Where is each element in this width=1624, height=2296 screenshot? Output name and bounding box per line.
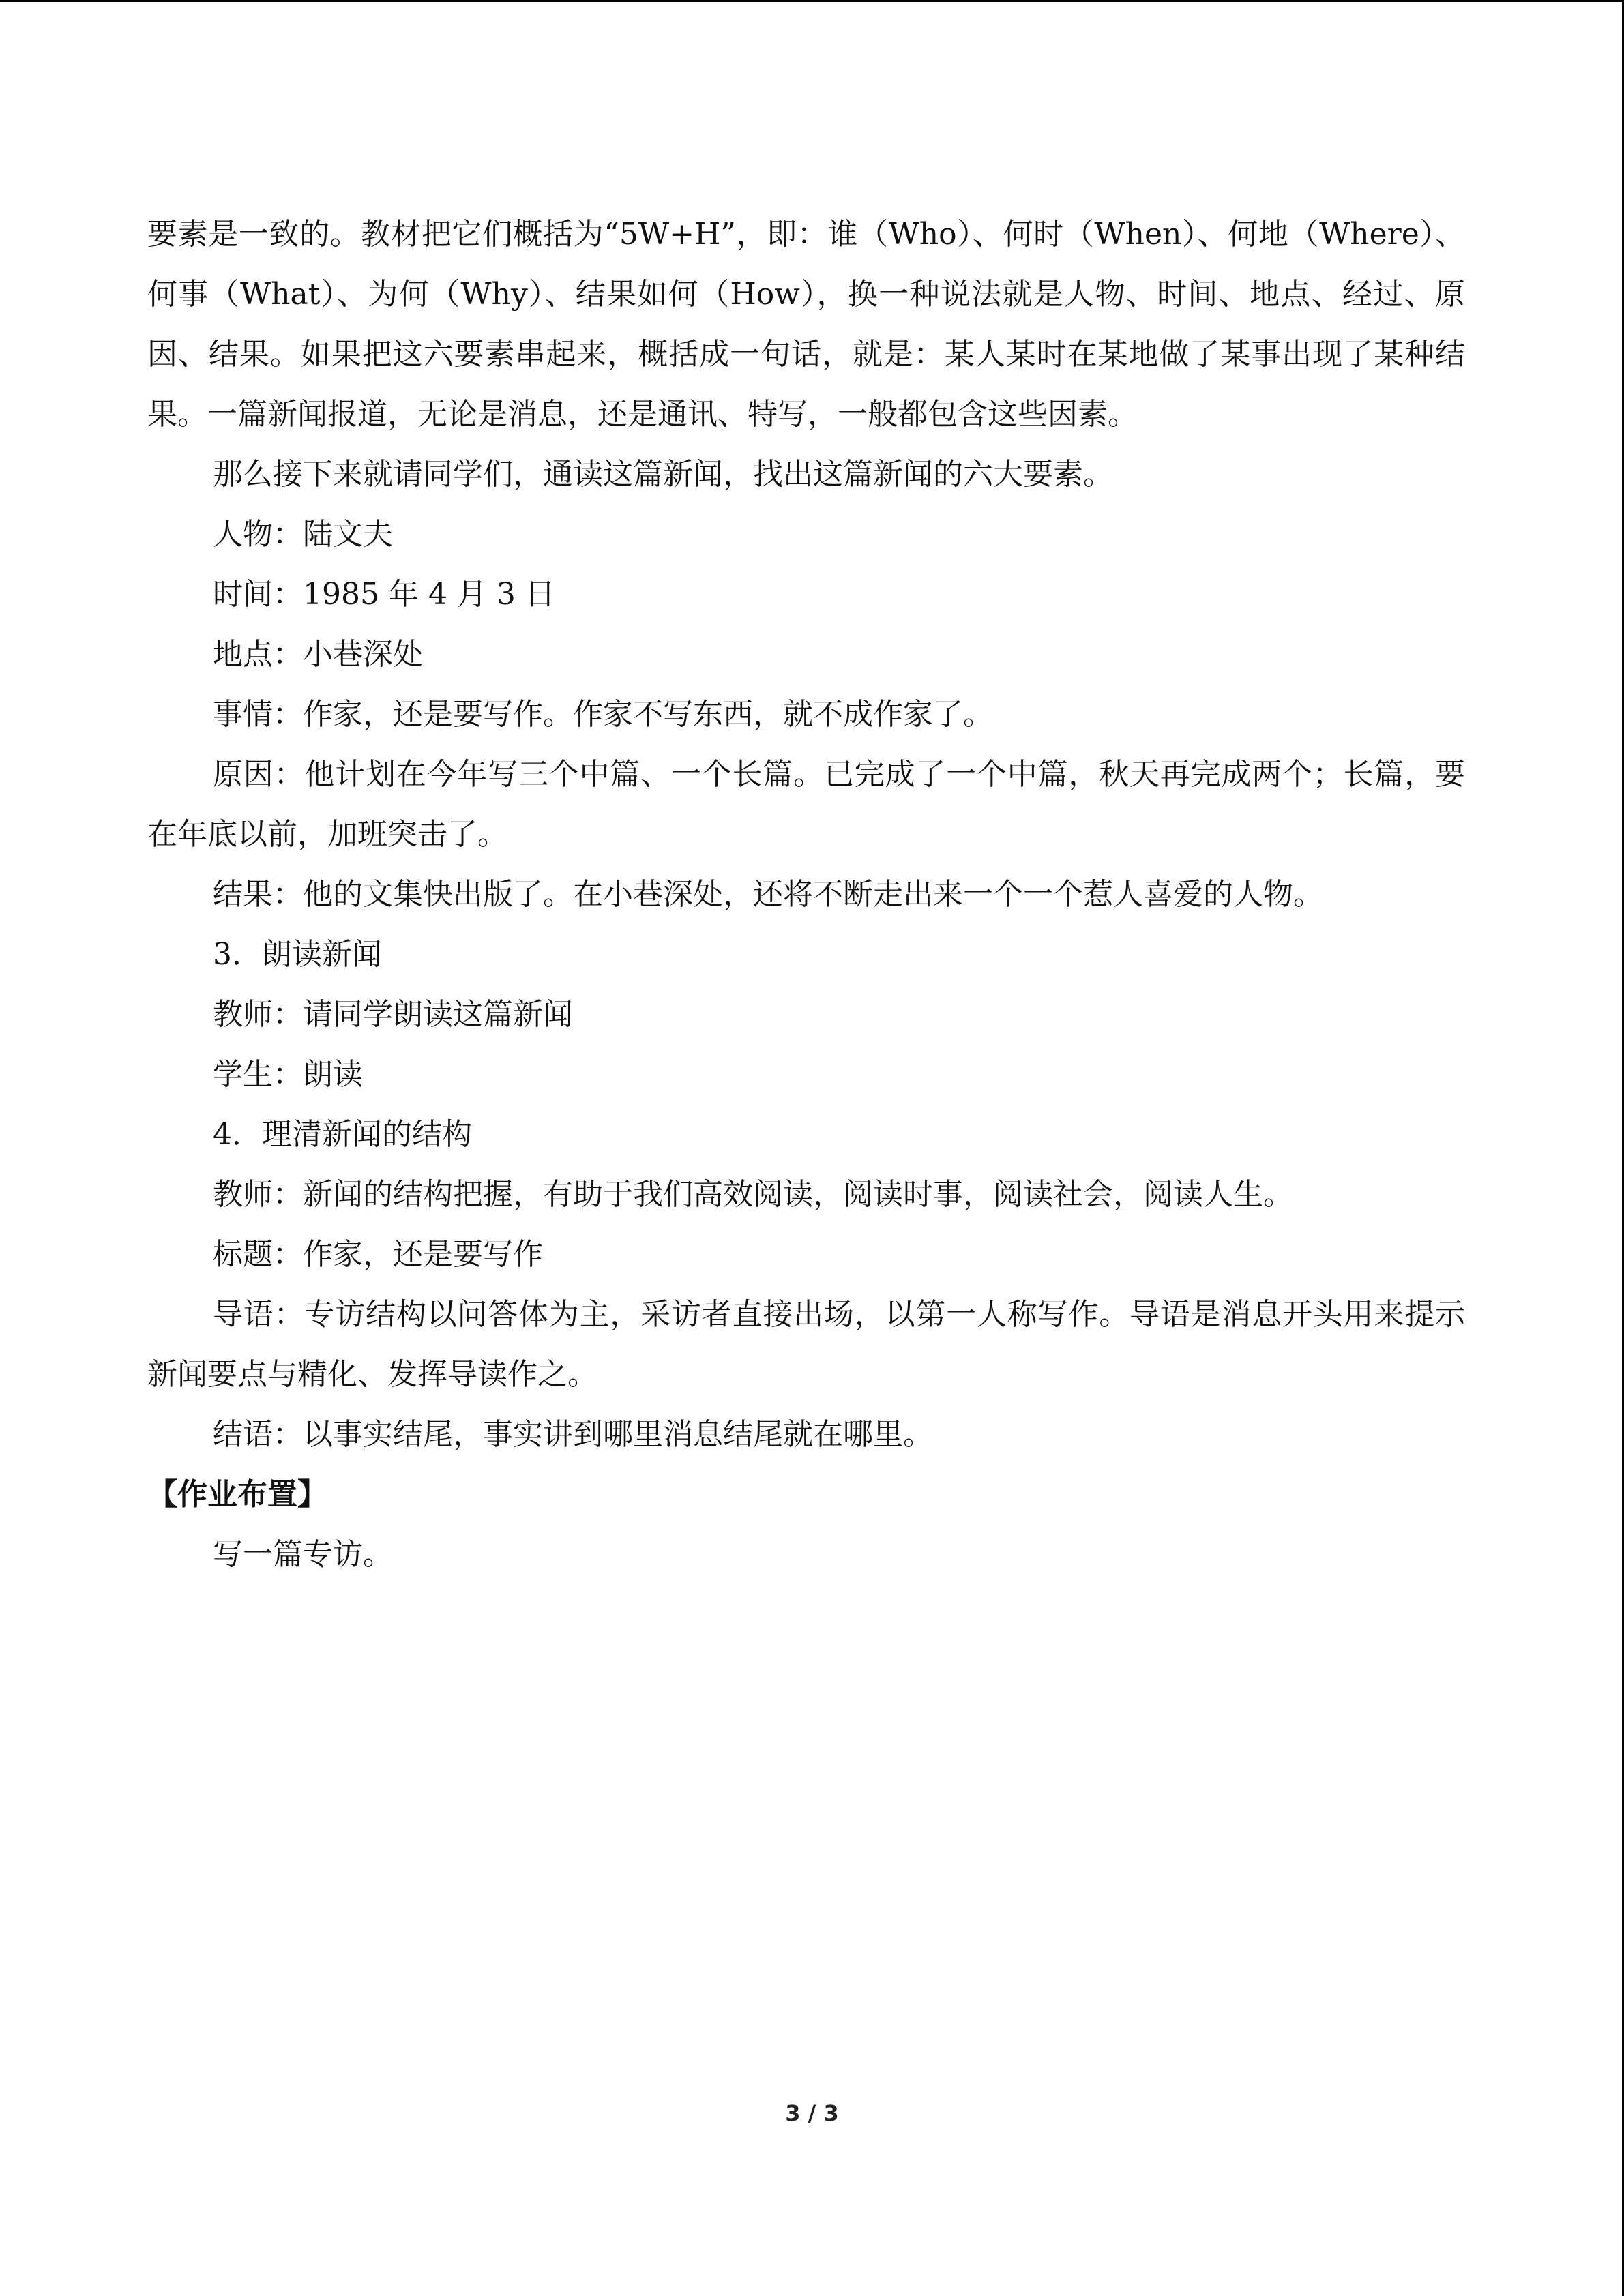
element-person: 人物：陆文夫 <box>213 517 393 552</box>
paragraph-5w-h: 要素是一致的。教材把它们概括为“5W+H”，即：谁（Who）、何时（When）、何地（Where）、何事（What）、为何（Why）、结果如何（How），换一种说法就是人物、时间、地点、经过、原因、结果。如果把这六要素串起来，概括成一句话，就是：某人某时在某地做了某事出现了某种结果。一篇新闻报道，无论是消息，还是通讯、特写，一般都包含这些因素。 <box>147 217 1465 432</box>
document-body <box>147 205 1465 1585</box>
section-3-title: 3．朗读新闻 <box>213 937 382 972</box>
section-4-title: 4．理清新闻的结构 <box>213 1117 472 1152</box>
section-4-teacher: 教师：新闻的结构把握，有助于我们高效阅读，阅读时事，阅读社会，阅读人生。 <box>213 1177 1293 1212</box>
section-4-headline: 标题：作家，还是要写作 <box>213 1237 543 1272</box>
element-time: 时间：1985 年 4 月 3 日 <box>213 577 555 612</box>
homework-text: 写一篇专访。 <box>213 1537 393 1572</box>
homework-heading: 【作业布置】 <box>147 1477 327 1512</box>
section-3-teacher: 教师：请同学朗读这篇新闻 <box>213 997 573 1032</box>
element-reason: 原因：他计划在今年写三个中篇、一个长篇。已完成了一个中篇，秋天再完成两个；长篇，要在年底以前，加班突击了。 <box>147 757 1465 852</box>
element-result: 结果：他的文集快出版了。在小巷深处，还将不断走出来一个一个惹人喜爱的人物。 <box>213 877 1323 912</box>
section-4-ending: 结语：以事实结尾，事实讲到哪里消息结尾就在哪里。 <box>213 1417 933 1452</box>
paragraph-instruction: 那么接下来就请同学们，通读这篇新闻，找出这篇新闻的六大要素。 <box>213 457 1113 492</box>
element-place: 地点：小巷深处 <box>213 637 423 672</box>
element-event: 事情：作家，还是要写作。作家不写东西，就不成作家了。 <box>213 697 993 732</box>
section-4-lead: 导语：专访结构以问答体为主，采访者直接出场，以第一人称写作。导语是消息开头用来提示新闻要点与精化、发挥导读作之。 <box>147 1297 1465 1392</box>
page-number: 3 / 3 <box>785 2100 839 2126</box>
section-3-student: 学生：朗读 <box>213 1057 363 1092</box>
